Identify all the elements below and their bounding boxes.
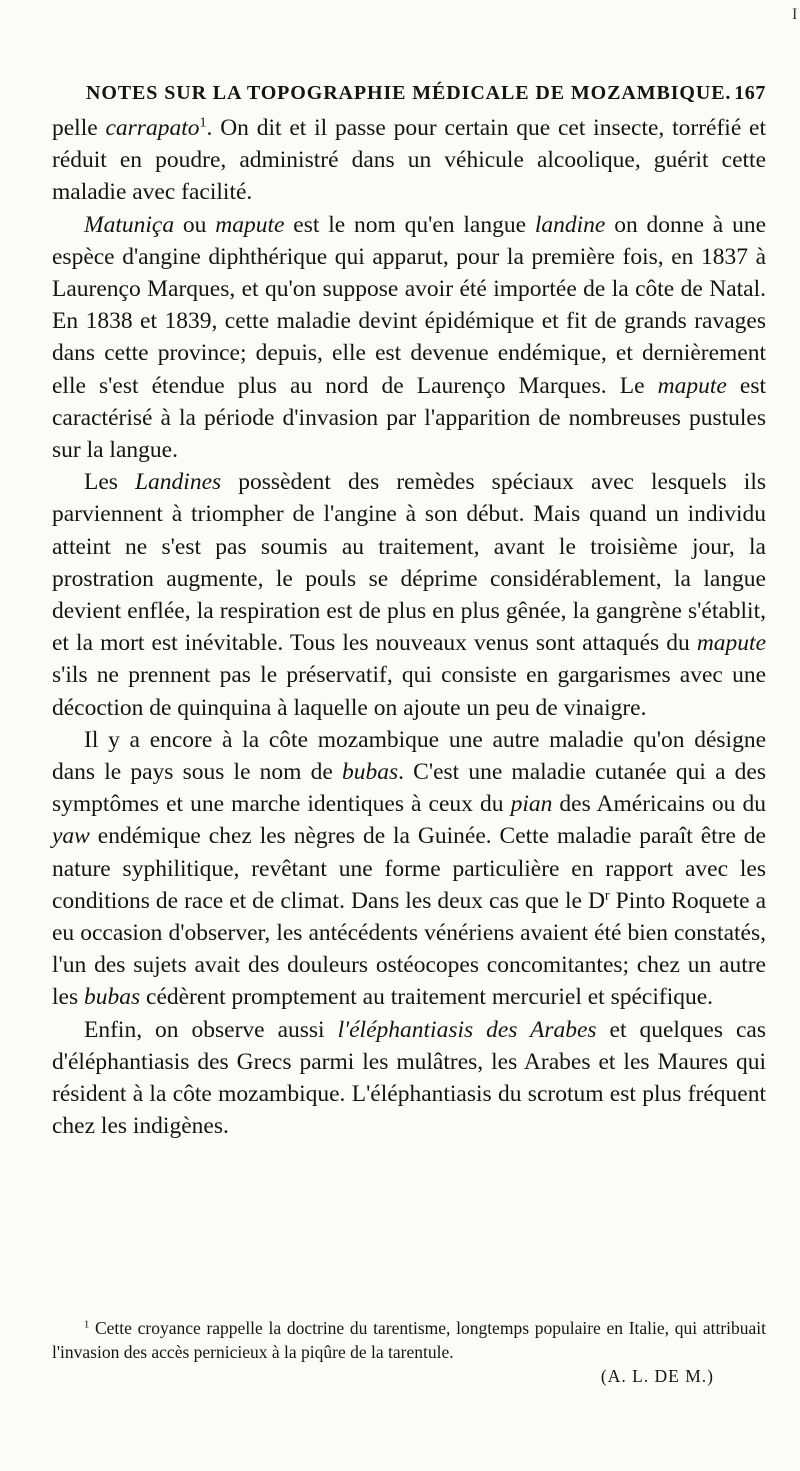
body-text xyxy=(52,112,766,1143)
running-title: NOTES SUR LA TOPOGRAPHIE MÉDICALE DE MOZAMBIQUE. xyxy=(86,82,732,104)
text-run: . On dit et il passe pour certain que cet insecte, torréfié et réduit en poudre, administré dans un véhicule alcoolique, guérit cette maladie avec facilité. xyxy=(52,115,767,206)
footnote-marker: 1 xyxy=(84,1319,90,1331)
text-run: possèdent des remèdes spéciaux avec lesquels ils parviennent à triompher de l'angine à son début. Mais quand un individu atteint ne s'est pas soumis au traitement, avant le troisième jour, la prostration augmente, le pouls se déprime considérablement, la langue devient enflée, la respiration est de plus en plus gênée, la gangrène s'établit, et la mort est inévitable. Tous les nouveaux venus sont attaqués du xyxy=(52,469,766,657)
italic-term: Landines xyxy=(134,469,222,496)
footnote-signature: (A. L. DE M.) xyxy=(600,1366,714,1386)
italic-term: mapute xyxy=(215,211,285,238)
paragraph xyxy=(52,724,766,1014)
italic-term: l'éléphantiasis des Arabes xyxy=(337,1016,597,1043)
italic-term: mapute xyxy=(696,630,766,657)
italic-term: yaw xyxy=(52,823,90,850)
text-run: Pinto Roquete a eu occasion d'observer, les antécédents vénériens avaient été bien constatés, l'un des sujets avait des douleurs ostéocopes concomitantes; chez un autre les xyxy=(52,887,767,1011)
text-run: Enfin, on observe aussi xyxy=(84,1016,338,1043)
running-header xyxy=(86,82,766,110)
text-run: endémique chez les nègres de la Guinée. Cette maladie paraît être de nature syphilitique, revêtant une forme particulière en rapport avec les conditions de race et de climat. Dans les deux cas que le D xyxy=(52,823,766,914)
text-run: est le nom qu'en langue xyxy=(284,211,535,238)
text-run: Il y a encore à la côte mozambique une autre maladie qu'on désigne dans le pays sous le nom de xyxy=(52,726,766,786)
page-number: 167 xyxy=(734,82,766,104)
italic-term: bubas xyxy=(341,759,399,786)
text-run: et quelques cas d'éléphantiasis des Grecs parmi les mulâtres, les Arabes et les Maures qui résident à la côte mozambique. L'éléphantiasis du scrotum est plus fréquent chez les indigènes. xyxy=(52,1016,766,1140)
paragraph xyxy=(52,112,766,209)
paragraph xyxy=(52,209,766,467)
text-run: ou xyxy=(174,211,216,238)
text-run: pelle xyxy=(52,115,106,141)
text-run: des Américains ou du xyxy=(552,791,766,818)
page-mark: I xyxy=(792,6,798,23)
text-run: Les xyxy=(84,469,135,496)
text-run: . C'est une maladie cutanée qui a des symptômes et une marche identiques à ceux du xyxy=(52,759,766,818)
italic-term: landine xyxy=(534,211,606,238)
superscript: r xyxy=(604,887,610,904)
footnote xyxy=(52,1316,766,1388)
text-run: est caractérisé à la période d'invasion par l'apparition de nombreuses pustules sur la langue. xyxy=(52,372,766,464)
superscript: 1 xyxy=(199,114,207,131)
text-run: s'ils ne prennent pas le préservatif, qui consiste en gargarismes avec une décoction de quinquina à laquelle on ajoute un peu de vinaigre. xyxy=(52,662,766,721)
footnote-body: Cette croyance rappelle la doctrine du tarentisme, longtemps populaire en Italie, qui attribuait l'invasion des accès pernicieux à la piqûre de la tarentule. xyxy=(52,1318,767,1362)
paragraph xyxy=(52,466,766,724)
text-run: cédèrent promptement au traitement mercuriel et spécifique. xyxy=(140,984,714,1011)
paragraph xyxy=(52,1014,766,1143)
italic-term: mapute xyxy=(657,372,727,399)
footnote-text xyxy=(52,1316,766,1364)
italic-term: Matuniça xyxy=(84,211,175,238)
italic-term: pian xyxy=(510,791,553,818)
italic-term: carrapato xyxy=(105,115,200,141)
text-run: on donne à une espèce d'angine diphthérique qui apparut, pour la première fois, en 1837 à Laurenço Marques, et qu'on suppose avoir été importée de la côte de Natal. En 1838 et 1839, cette maladie devint épidémique et fit de grands ravages dans cette province; depuis, elle est devenue endémique, et dernièrement elle s'est étendue plus au nord de Laurenço Marques. Le xyxy=(52,211,766,399)
italic-term: bubas xyxy=(83,984,141,1011)
